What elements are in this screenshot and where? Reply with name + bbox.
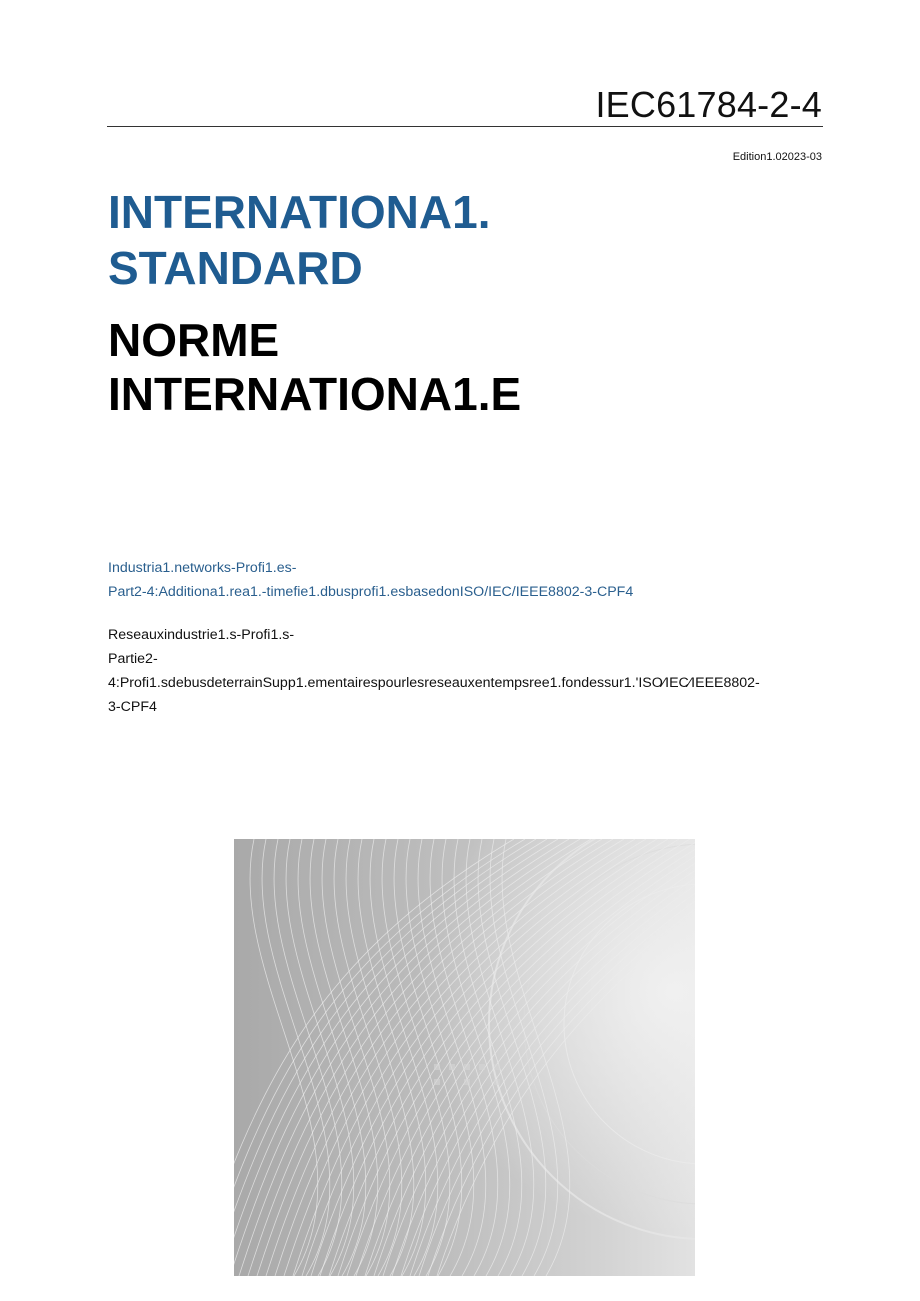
subtitle-french-line-4: 3-CPF4: [108, 699, 157, 715]
document-number: IEC61784-2-4: [595, 84, 822, 125]
cover-artwork-curves: [234, 839, 695, 1276]
title-french-line-1: NORME: [108, 314, 280, 366]
title-french-line-2: INTERNATIONA1.E: [108, 368, 522, 420]
title-french: [108, 313, 521, 421]
subtitle-english: [108, 556, 633, 604]
subtitle-english-line-1: Industria1.networks-Profi1.es-: [108, 560, 297, 576]
subtitle-french-line-1: Reseauxindustrie1.s-Profi1.s-: [108, 627, 295, 643]
title-english-line-2: STANDARD: [108, 242, 363, 294]
title-english: [108, 184, 491, 296]
header-rule: [107, 126, 823, 127]
subtitle-french: [108, 623, 760, 719]
subtitle-english-line-2: Part2-4:Additiona1.rea1.-timefie1.dbusprofi1.esbasedonISO/IEC/IEEE8802-3-CPF4: [108, 584, 634, 600]
cover-artwork: [234, 839, 695, 1276]
subtitle-french-line-3: 4:Profi1.sdebusdeterrainSupp1.ementairespourlesreseauxentempsree1.fondessur1.'ISO⁄IEC⁄IEEE8802-: [108, 675, 760, 691]
title-english-line-1: INTERNATIONA1.: [108, 186, 491, 238]
edition-label: Edition1.02023-03: [732, 151, 822, 163]
subtitle-french-line-2: Partie2-: [108, 651, 158, 667]
